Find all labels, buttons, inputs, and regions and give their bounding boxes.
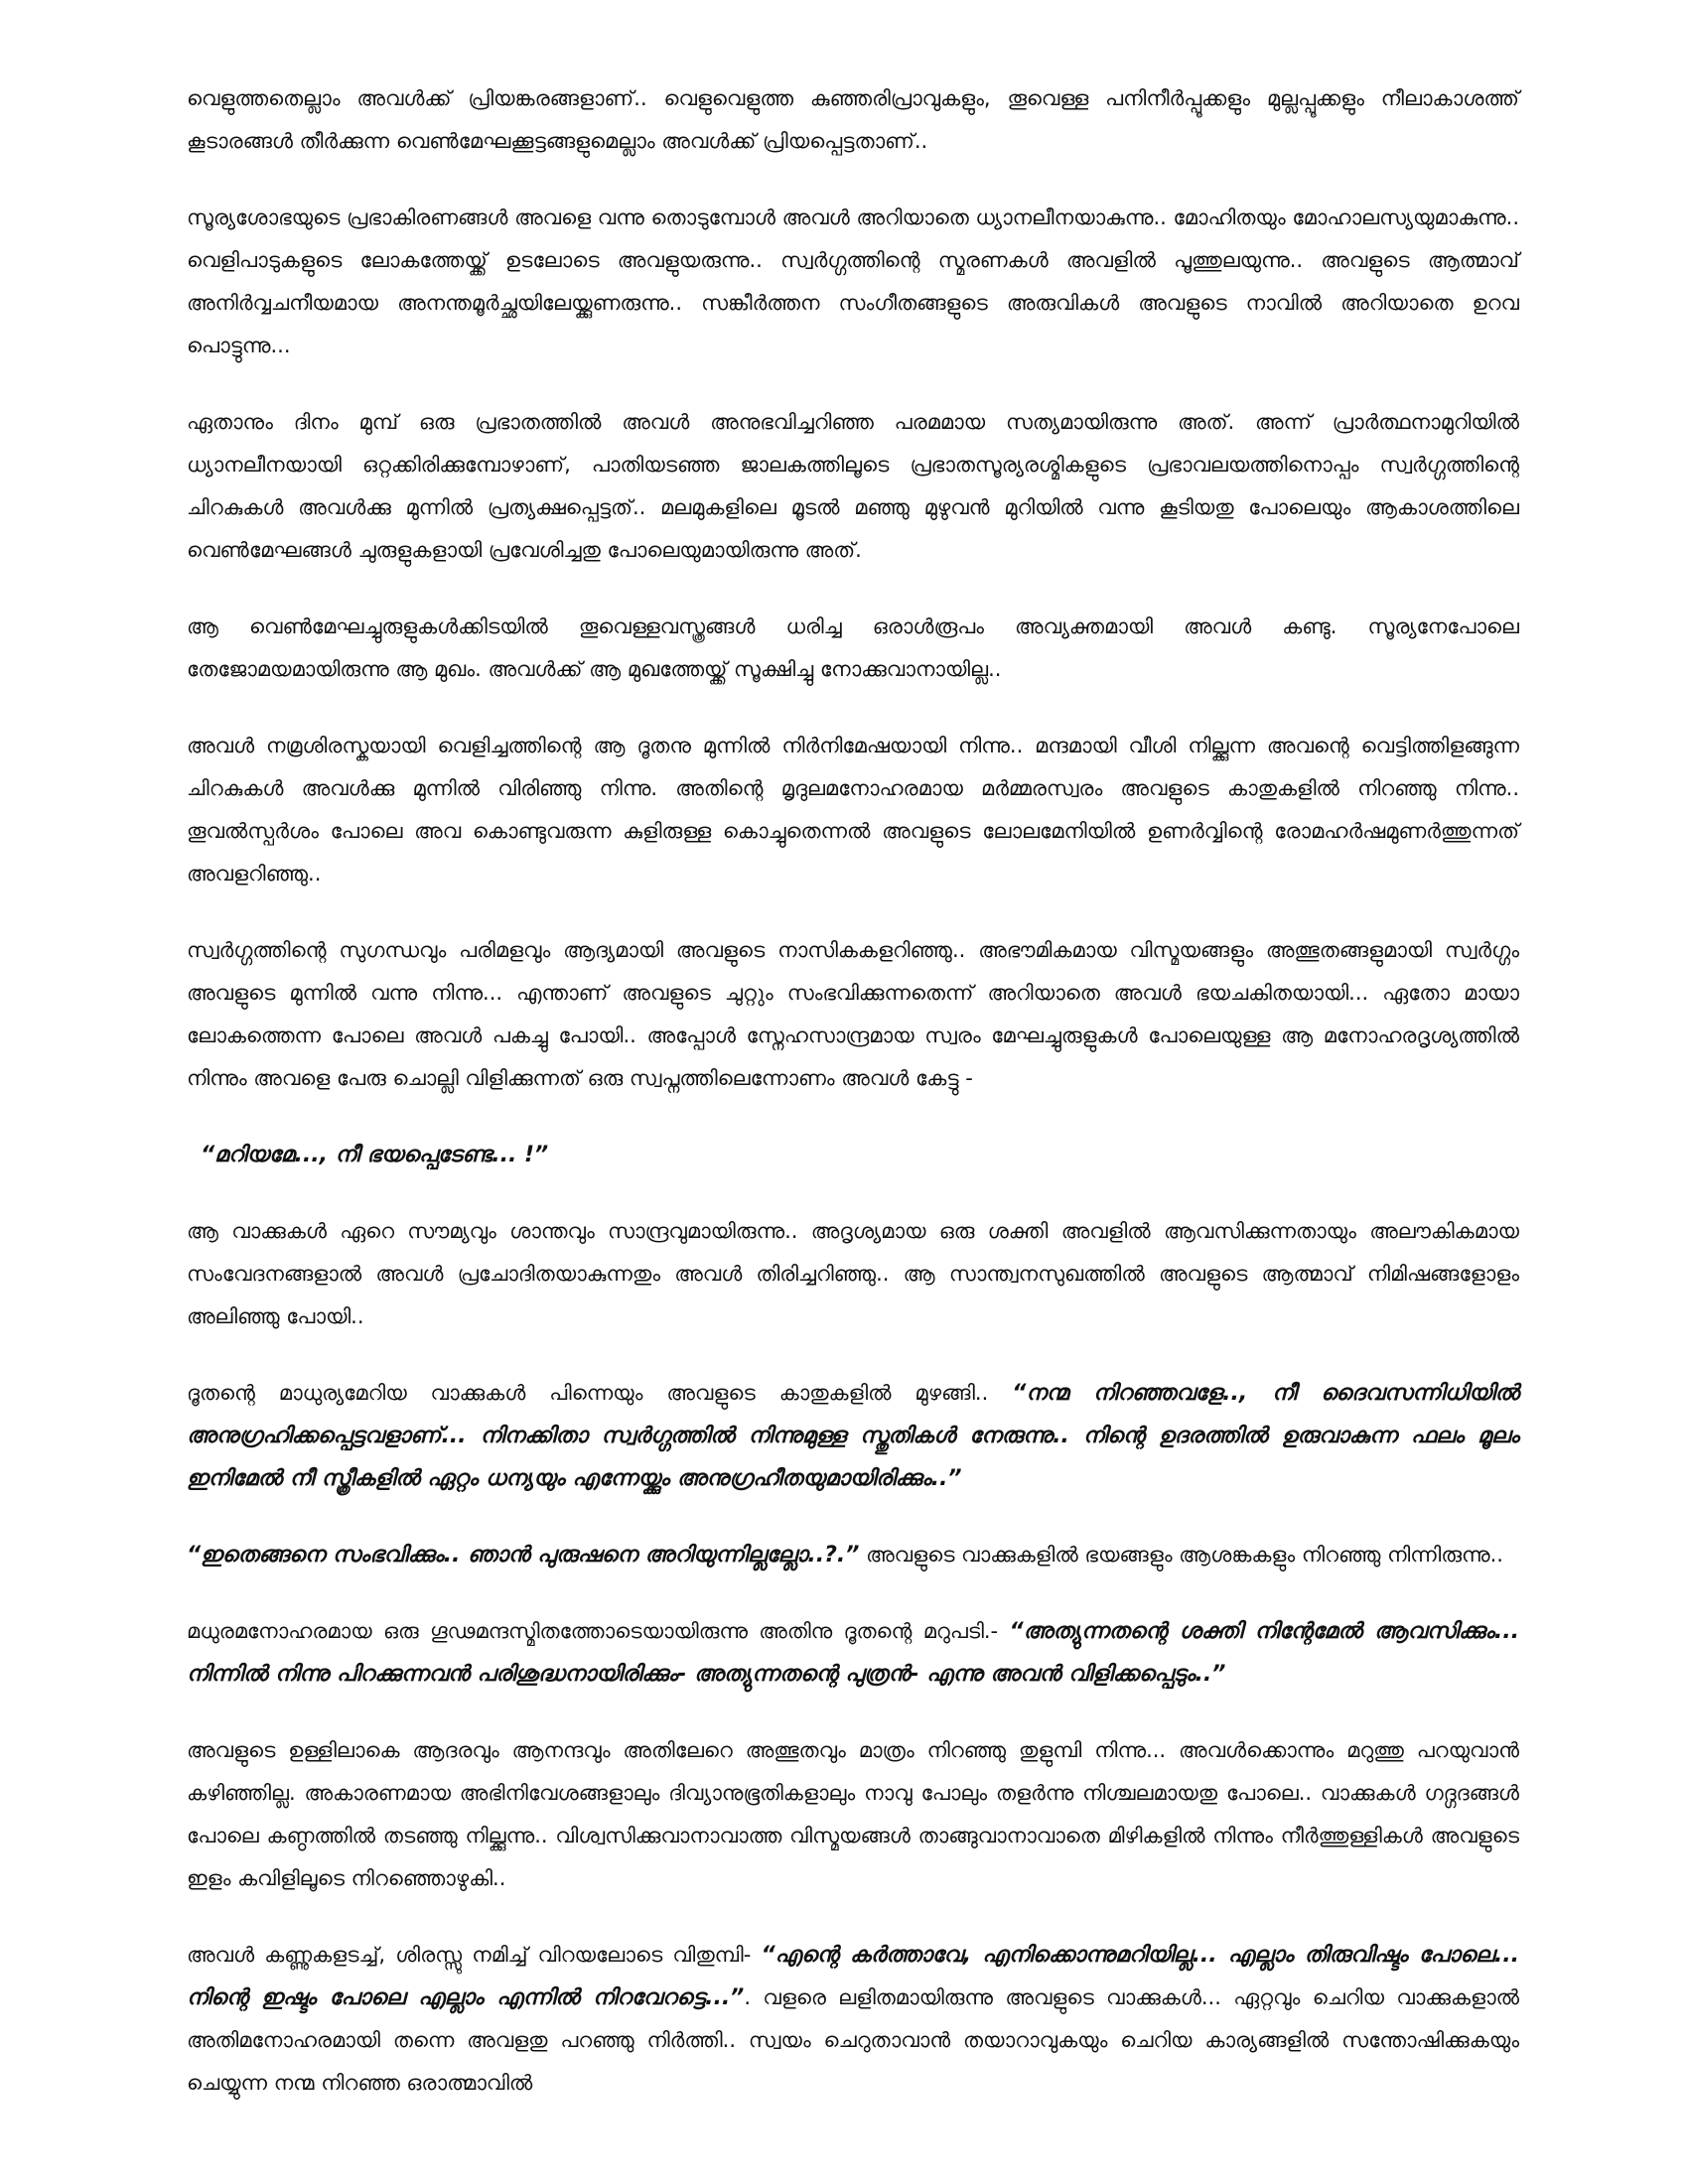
mary-question-quote: “ഇതെങ്ങനെ സംഭവിക്കും.. ഞാൻ പുരുഷനെ അറിയുന്നില്ലല്ലോ..?.” xyxy=(187,1543,860,1568)
paragraph-12 xyxy=(187,1729,1519,1900)
paragraph-text: അവളുടെ വാക്കുകളിൽ ഭയങ്ങളും ആശങ്കകളും നിറഞ്ഞു നിന്നിരുന്നു.. xyxy=(859,1543,1503,1567)
paragraph-9 xyxy=(187,1372,1519,1500)
mary-answer-quote: “എന്റെ കർത്താവേ, എനിക്കൊന്നുമറിയില്ല... എല്ലാം തിരുവിഷ്ടം പോലെ... നിന്റെ ഇഷ്ടം പോലെ എല്ലാം എന്നിൽ നിറവേറട്ടെ...” xyxy=(187,1943,1519,2010)
paragraph-5 xyxy=(187,725,1519,895)
paragraph-text: വെളുത്തതെല്ലാം അവൾക്ക് പ്രിയങ്കരങ്ങളാണ്.. വെളുവെളുത്ത കുഞ്ഞരിപ്രാവുകളും, തൂവെള്ള പനിനീർപ്പൂക്കളും മുല്ലപ്പൂക്കളും നീലാകാശത്ത് കൂടാരങ്ങൾ തീർക്കുന്ന വെൺമേഘക്കൂട്ടങ്ങളുമെല്ലാം അവൾക്ക് പ്രിയപ്പെട്ടതാണ്.. xyxy=(187,86,1519,153)
paragraph-text: ഏതാനും ദിനം മുമ്പ് ഒരു പ്രഭാതത്തിൽ അവൾ അനുഭവിച്ചറിഞ്ഞ പരമമായ സത്യമായിരുന്നു അത്. അന്ന് പ്രാർത്ഥനാമുറിയിൽ ധ്യാനലീനയായി ഒറ്റക്കിരിക്കുമ്പോഴാണ്, പാതിയടഞ്ഞ ജാലകത്തിലൂടെ പ്രഭാതസൂര്യരശ്മികളുടെ പ്രഭാവലയത്തിനൊപ്പം സ്വർഗ്ഗത്തിന്റെ ചിറകുകൾ അവൾക്കു മുന്നിൽ പ്രത്യക്ഷപ്പെട്ടത്.. മലമുകളിലെ മൂടൽ മഞ്ഞു മുഴുവൻ മുറിയിൽ വന്നു കൂടിയതു പോലെയും ആകാശത്തിലെ വെൺമേഘങ്ങൾ ചുരുളുകളായി പ്രവേശിച്ചതു പോലെയുമായിരുന്നു അത്. xyxy=(187,410,1519,562)
paragraph-3 xyxy=(187,401,1519,572)
angel-reply-quote: “അത്യുന്നതന്റെ ശക്തി നിന്റേമേൽ ആവസിക്കും... നിന്നിൽ നിന്നു പിറക്കുന്നവൻ പരിശുദ്ധനായിരിക്കും- അത്യുന്നതന്റെ പുത്രൻ- എന്നു അവൻ വിളിക്കപ്പെടും..” xyxy=(187,1619,1519,1687)
paragraph-text: അവൾ നമ്രശിരസ്കയായി വെളിച്ചത്തിന്റെ ആ ദൂതനു മുന്നിൽ നിർനിമേഷയായി നിന്നു.. മന്ദമായി വീശി നില്ക്കുന്ന അവന്റെ വെട്ടിത്തിളങ്ങുന്ന ചിറകുകൾ അവൾക്കു മുന്നിൽ വിരിഞ്ഞു നിന്നു. അതിന്റെ മൃദുലമനോഹരമായ മർമ്മരസ്വരം അവളുടെ കാതുകളിൽ നിറഞ്ഞു നിന്നു.. തൂവൽസ്പർശം പോലെ അവ കൊണ്ടുവരുന്ന കുളിരുള്ള കൊച്ചുതെന്നൽ അവളുടെ ലോലമേനിയിൽ ഉണർവ്വിന്റെ രോമഹർഷമുണർത്തുന്നത് അവളറിഞ്ഞു.. xyxy=(187,734,1519,886)
paragraph-6 xyxy=(187,929,1519,1100)
paragraph-text: ആ വെൺമേഘച്ചുരുളുകൾക്കിടയിൽ തൂവെള്ളവസ്ത്രങ്ങൾ ധരിച്ച ഒരാൾരൂപം അവ്യക്തമായി അവൾ കണ്ടു. സൂര്യനേപോലെ തേജോമയമായിരുന്നു ആ മുഖം. അവൾക്ക് ആ മുഖത്തേയ്ക്ക് സൂക്ഷിച്ചു നോക്കുവാനായില്ല.. xyxy=(187,614,1519,681)
paragraph-text: . വളരെ ലളിതമായിരുന്നു അവളുടെ വാക്കുകൾ... ഏറ്റവും ചെറിയ വാക്കുകളാൽ അതിമനോഹരമായി തന്നെ അവളതു പറഞ്ഞു നിർത്തി.. സ്വയം ചെറുതാവാൻ തയാറാവുകയും ചെറിയ കാര്യങ്ങളിൽ സന്തോഷിക്കുകയും ചെയ്യുന്ന നന്മ നിറഞ്ഞ ഒരാത്മാവിൽ xyxy=(187,1985,1519,2095)
quote-text: “മറിയമേ..., നീ ഭയപ്പെടേണ്ട... !” xyxy=(201,1143,549,1167)
paragraph-1 xyxy=(187,77,1519,163)
angel-blessing-quote: “നന്മ നിറഞ്ഞവളേ.., നീ ദൈവസന്നിധിയിൽ അനുഗ്രഹിക്കപ്പെട്ടവളാണ്... നിനക്കിതാ സ്വർഗ്ഗത്തിൽ നിന്നുമുള്ള സ്തുതികൾ നേരുന്നു.. നിന്റെ ഉദരത്തിൽ ഉരുവാകുന്ന ഫലം മൂലം ഇനിമേൽ നീ സ്ത്രീകളിൽ ഏറ്റം ധന്യയും എന്നേയ്ക്കും അനുഗ്രഹീതയുമായിരിക്കും..” xyxy=(187,1381,1520,1491)
paragraph-text: അവൾ കണ്ണുകളടച്ച്, ശിരസ്സു നമിച്ച് വിറയലോടെ വിതുമ്പി- xyxy=(187,1943,762,1967)
paragraph-text: അവളുടെ ഉള്ളിലാകെ ആദരവും ആനന്ദവും അതിലേറെ അത്ഭുതവും മാത്രം നിറഞ്ഞു തുളുമ്പി നിന്നു... അവൾക്കൊന്നും മറുത്തു പറയുവാൻ കഴിഞ്ഞില്ല. അകാരണമായ അഭിനിവേശങ്ങളാലും ദിവ്യാനുഭൂതികളാലും നാവു പോലും തളർന്നു നിശ്ചലമായതു പോലെ.. വാക്കുകൾ ഗദ്ഗദങ്ങൾ പോലെ കണ്ഠത്തിൽ തടഞ്ഞു നില്ക്കുന്നു.. വിശ്വസിക്കുവാനാവാത്ത വിസ്മയങ്ങൾ താങ്ങുവാനാവാതെ മിഴികളിൽ നിന്നും നീർത്തുള്ളികൾ അവളുടെ ഇളം കവിളിലൂടെ നിറഞ്ഞൊഴുകി.. xyxy=(187,1738,1519,1890)
paragraph-13 xyxy=(187,1934,1519,2105)
paragraph-8 xyxy=(187,1210,1519,1338)
paragraph-2 xyxy=(187,197,1519,367)
angel-greeting-quote xyxy=(201,1134,1519,1176)
paragraph-10 xyxy=(187,1534,1519,1576)
paragraph-text: സ്വർഗ്ഗത്തിന്റെ സുഗന്ധവും പരിമളവും ആദ്യമായി അവളുടെ നാസികകളറിഞ്ഞു.. അഭൗമികമായ വിസ്മയങ്ങളും അത്ഭുതങ്ങളുമായി സ്വർഗ്ഗം അവളുടെ മുന്നിൽ വന്നു നിന്നു... എന്താണ് അവളുടെ ചുറ്റും സംഭവിക്കുന്നതെന്ന് അറിയാതെ അവൾ ഭയചകിതയായി... ഏതോ മായാ ലോകത്തെന്ന പോലെ അവൾ പകച്ചു പോയി.. അപ്പോൾ സ്നേഹസാന്ദ്രമായ സ്വരം മേഘച്ചുരുളുകൾ പോലെയുള്ള ആ മനോഹരദൃശ്യത്തിൽ നിന്നും അവളെ പേരു ചൊല്ലി വിളിക്കുന്നത് ഒരു സ്വപ്നത്തിലെന്നോണം അവൾ കേട്ടു - xyxy=(187,938,1519,1090)
paragraph-4 xyxy=(187,606,1519,691)
paragraph-text: മധുരമനോഹരമായ ഒരു ഗൂഢമന്ദസ്മിതത്തോടെയായിരുന്നു അതിനു ദൂതന്റെ മറുപടി.- xyxy=(187,1619,1010,1643)
paragraph-text: ദൂതന്റെ മാധുര്യമേറിയ വാക്കുകൾ പിന്നെയും അവളുടെ കാതുകളിൽ മുഴങ്ങി.. xyxy=(187,1381,1013,1405)
paragraph-11 xyxy=(187,1610,1519,1696)
paragraph-text: ആ വാക്കുകൾ ഏറെ സൗമ്യവും ശാന്തവും സാന്ദ്രവുമായിരുന്നു.. അദൃശ്യമായ ഒരു ശക്തി അവളിൽ ആവസിക്കുന്നതായും അലൗകികമായ സംവേദനങ്ങളാൽ അവൾ പ്രചോദിതയാകുന്നതും അവൾ തിരിച്ചറിഞ്ഞു.. ആ സാന്ത്വനസുഖത്തിൽ അവളുടെ ആത്മാവ് നിമിഷങ്ങളോളം അലിഞ്ഞു പോയി.. xyxy=(187,1219,1519,1328)
document-page xyxy=(187,77,1519,2138)
paragraph-text: സൂര്യശോഭയുടെ പ്രഭാകിരണങ്ങൾ അവളെ വന്നു തൊടുമ്പോൾ അവൾ അറിയാതെ ധ്യാനലീനയാകുന്നു.. മോഹിതയും മോഹാലസ്യയുമാകുന്നു.. വെളിപാടുകളുടെ ലോകത്തേയ്ക്ക് ഉടലോടെ അവളുയരുന്നു.. സ്വർഗ്ഗത്തിന്റെ സ്മരണകൾ അവളിൽ പൂത്തുലയുന്നു.. അവളുടെ ആത്മാവ് അനിർവ്വചനീയമായ അനന്തമൂർച്ഛയിലേയ്ക്കുണരുന്നു.. സങ്കീർത്തന സംഗീതങ്ങളുടെ അരുവികൾ അവളുടെ നാവിൽ അറിയാതെ ഉറവ പൊട്ടുന്നു... xyxy=(187,205,1519,357)
